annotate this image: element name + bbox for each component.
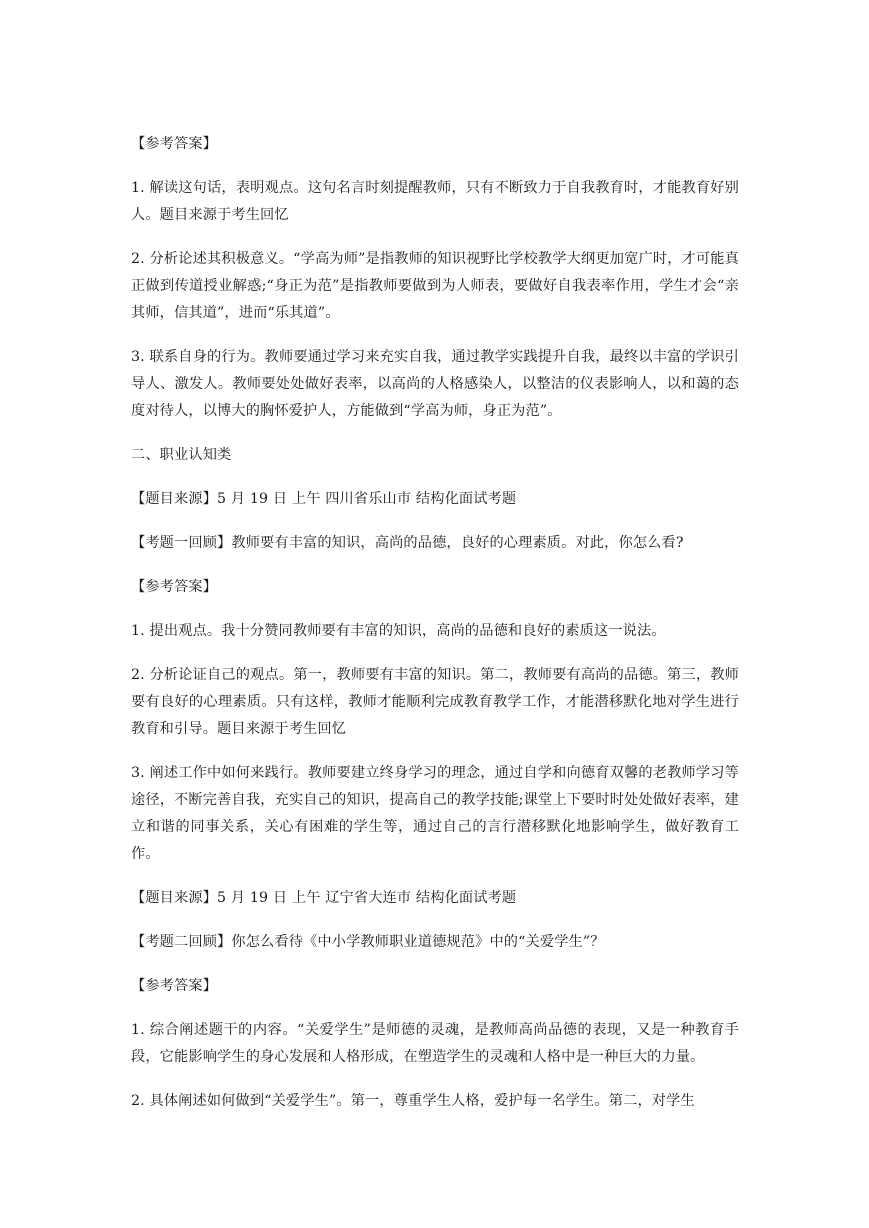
question-review: 【考题二回顾】你怎么看待《中小学教师职业道德规范》中的“关爱学生”？ (131, 934, 605, 950)
section-heading: 二、职业认知类 (131, 447, 232, 463)
document-body (131, 131, 739, 1132)
paragraph: 1. 解读这句话，表明观点。这句名言时刻提醒教师，只有不断致力于自我教育时，才能教育好别人。题目来源于考生回忆 (131, 180, 739, 223)
paragraph: 2. 具体阐述如何做到“关爱学生”。第一，尊重学生人格，爱护每一名学生。第二，对学生 (131, 1093, 695, 1109)
question-source: 【题目来源】5 月 19 日 上午 辽宁省大连市 结构化面试考题 (131, 890, 517, 906)
answer-heading: 【参考答案】 (131, 978, 218, 994)
paragraph: 2. 分析论证自己的观点。第一，教师要有丰富的知识。第二，教师要有高尚的品德。第三，教师要有良好的心理素质。只有这样，教师才能顺利完成教育教学工作，才能潜移默化地对学生进行教育和引导。题目来源于考生回忆 (131, 667, 739, 737)
question-review: 【考题一回顾】教师要有丰富的知识，高尚的品德，良好的心理素质。对此，你怎么看? (131, 535, 684, 551)
paragraph: 3. 阐述工作中如何来践行。教师要建立终身学习的理念，通过自学和向德育双馨的老教师学习等途径，不断完善自我，充实自己的知识，提高自己的教学技能;课堂上下要时时处处做好表率，建立和谐的同事关系，关心有困难的学生等，通过自己的言行潜移默化地影响学生，做好教育工作。 (131, 765, 739, 862)
paragraph: 3. 联系自身的行为。教师要通过学习来充实自我，通过教学实践提升自我，最终以丰富的学识引导人、激发人。教师要处处做好表率，以高尚的人格感染人，以整洁的仪表影响人，以和蔼的态度对待人，以博大的胸怀爱护人，方能做到“学高为师，身正为范”。 (131, 349, 739, 419)
paragraph: 1. 提出观点。我十分赞同教师要有丰富的知识，高尚的品德和良好的素质这一说法。 (131, 623, 666, 639)
paragraph: 2. 分析论述其积极意义。“学高为师”是指教师的知识视野比学校教学大纲更加宽广时，才可能真正做到传道授业解惑;“身正为范”是指教师要做到为人师表，要做好自我表率作用，学生才会“亲其师，信其道”，进而“乐其道”。 (131, 251, 739, 321)
answer-heading: 【参考答案】 (131, 579, 218, 595)
paragraph: 1. 综合阐述题干的内容。“关爱学生”是师德的灵魂，是教师高尚品德的表现，又是一种教育手段，它能影响学生的身心发展和人格形成，在塑造学生的灵魂和人格中是一种巨大的力量。 (131, 1022, 739, 1065)
answer-heading: 【参考答案】 (131, 136, 218, 152)
question-source: 【题目来源】5 月 19 日 上午 四川省乐山市 结构化面试考题 (131, 491, 517, 507)
